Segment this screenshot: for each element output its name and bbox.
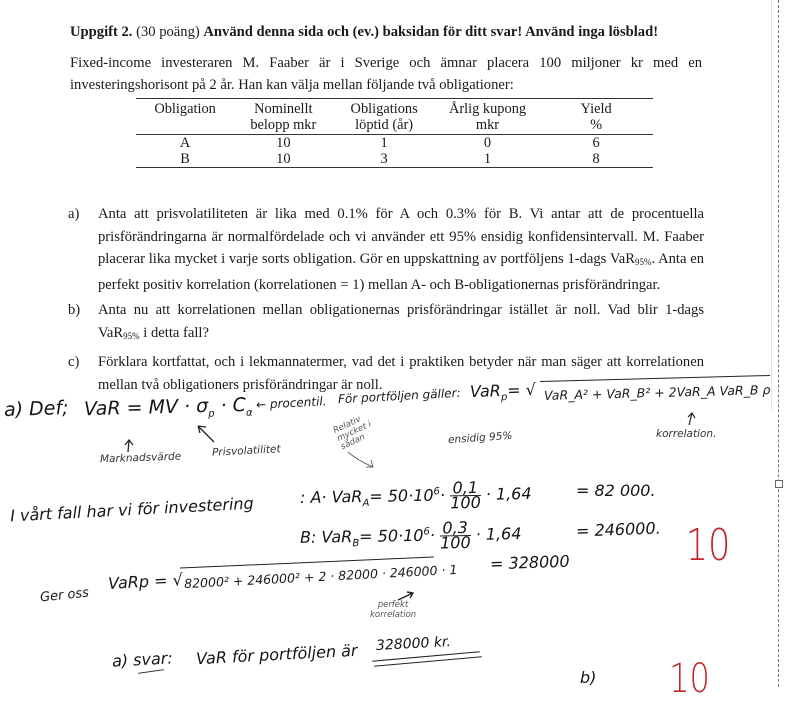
- hw-note-price-volatility: Prisvolatilitet: [211, 443, 281, 459]
- arrow-up-icon: [688, 413, 695, 425]
- cell-bond: A: [179, 135, 191, 151]
- hw-portfolio-var-result: = 328000: [489, 551, 570, 574]
- header-coupon: Årlig kupong mkr: [448, 101, 527, 133]
- header-obligation: Obligation: [154, 101, 216, 117]
- hw-portfolio-var: VaR$_p$= √: [469, 379, 537, 404]
- question-text: Anta nu att korrelationen mellan obligationernas prisförändringar istället är noll. Vad blir 1-dags VaR$_{95\%}$ i detta fall?: [98, 302, 704, 341]
- arrow-to-one-icon: [398, 592, 413, 600]
- hw-next-part-partial: b): [580, 668, 597, 687]
- hw-note-market-value: Marknadsvärde: [99, 450, 182, 466]
- cell-maturity: 1: [380, 135, 388, 151]
- hw-var-b: B: $VaR_B= 50\cdot 10^6\cdot$ $\frac{0,3}{100}$ · 1,64: [299, 518, 522, 553]
- arrow-diagonal-icon: [198, 426, 214, 442]
- hw-var-b-result: = 246000.: [575, 518, 661, 541]
- hw-portfolio-var-calc: VaRp = √: [107, 570, 184, 593]
- task-number: Uppgift 2.: [70, 24, 133, 40]
- hw-answer-value: 328000 kr.: [375, 634, 452, 654]
- question-text: Förklara kortfattat, och i lekmannatermer, vad det i praktiken betyder när man säger att korrelationen mellan två obligationers prisförändringar är noll.: [98, 354, 704, 393]
- cell-maturity: 3: [380, 151, 388, 167]
- hw-var-a-result: = 82 000.: [576, 481, 656, 500]
- header-yield: Yield %: [580, 101, 612, 133]
- cell-coupon: 0: [483, 135, 492, 151]
- hw-answer-label: a) svar:: [111, 648, 174, 671]
- grade-score-a: 10: [685, 520, 731, 571]
- cell-nominal: 10: [276, 151, 291, 167]
- question-label: c): [68, 354, 80, 370]
- cell-bond: B: [180, 151, 190, 167]
- question-label: a): [68, 206, 80, 222]
- cell-nominal: 10: [276, 135, 291, 151]
- cell-yield: 6: [592, 135, 600, 151]
- hw-our-case: I vårt fall har vi för investering: [9, 493, 255, 526]
- arrow-up-icon: [125, 440, 133, 452]
- hw-portfolio-radicand: VaR_A² + VaR_B² + 2VaR_A VaR_B ρ: [543, 382, 771, 403]
- scan-edge: [771, 0, 772, 410]
- resize-handle[interactable]: [775, 480, 783, 488]
- hw-definition-label: a) Def;: [3, 396, 69, 422]
- header-nominal: Nominellt belopp mkr: [250, 101, 317, 133]
- cell-yield: 8: [592, 151, 600, 167]
- arrow-curved-icon: [348, 452, 373, 467]
- hw-answer-text: VaR för portföljen är: [195, 640, 358, 669]
- hw-portfolio-radicand-values: 82000² + 246000² + 2 · 82000 · 246000 · 1: [183, 561, 458, 592]
- hw-note-correlation: korrelation.: [656, 428, 717, 440]
- hw-var-formula: VaR = MV · $\sigma_p \cdot C_\alpha$: [83, 393, 253, 421]
- hw-note-relative: Relativ mycket i sådan: [331, 414, 373, 453]
- header-maturity: Obligations löptid (år): [350, 101, 418, 133]
- hw-percentile-note: ← procentil.: [255, 394, 327, 412]
- hw-note-one-sided: ensidig 95%: [447, 429, 513, 447]
- cell-coupon: 1: [483, 151, 492, 167]
- task-instruction: Använd denna sida och (ev.) baksidan för ditt svar! Använd inga lösblad!: [203, 24, 659, 40]
- question-label: b): [68, 302, 81, 318]
- hw-portfolio-intro: För portföljen gäller:: [337, 385, 461, 407]
- hw-var-a: : $A\cdot VaR_A= 50\cdot 10^6\cdot$ $\frac{0,1}{100}$ · 1,64: [299, 477, 532, 513]
- question-text: Anta att prisvolatiliteten är lika med 0.1% för A och 0.3% för B. Vi antar att de procentuella prisförändringarna är normalfördelade och vi använder ett 95% ensidig konfidensintervall. M. Faaber placerar lika mycket i varje sorts obligation. Gör en uppskattning av portföljens 1-dags VaR$_{95\%}$. Anta en perfekt positiv korrelation (korrelationen = 1) mellan A- och B-obligationernas prisförändringar.: [98, 206, 704, 293]
- hw-gives-us: Ger oss: [39, 585, 90, 606]
- image-selection-border[interactable]: [778, 0, 779, 687]
- task-intro: Fixed-income investeraren M. Faaber är i Sverige och ämnar placera 100 miljoner kr med en investeringshorisont på 2 år. Han kan välja mellan följande två obligationer:: [70, 55, 702, 93]
- task-points: (30 poäng): [136, 24, 200, 40]
- grade-score-b-partial: 10: [669, 656, 710, 702]
- hw-note-perfect-correlation: perfekt korrelation: [370, 600, 417, 620]
